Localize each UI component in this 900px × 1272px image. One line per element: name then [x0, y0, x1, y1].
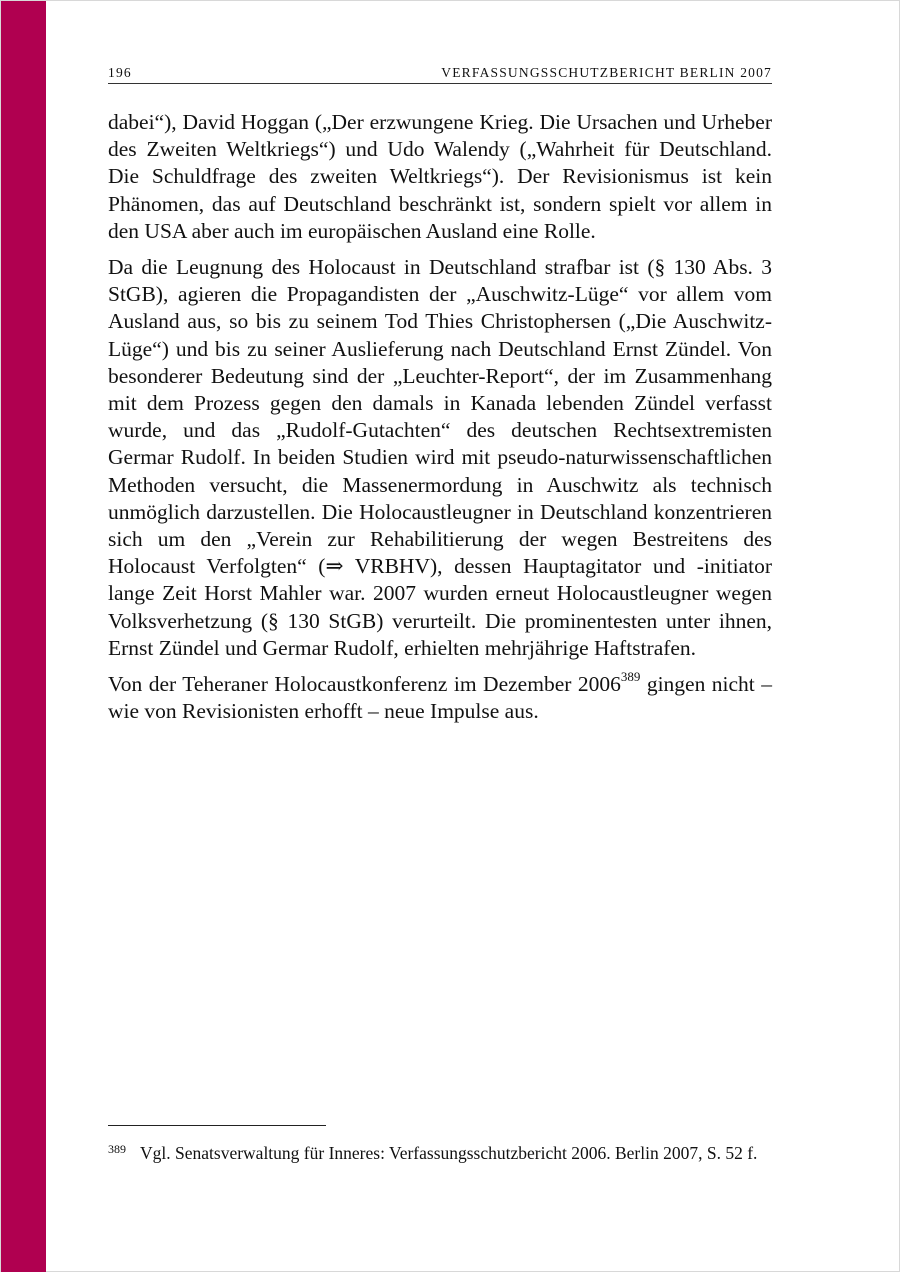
footnote-text: Vgl. Senatsverwaltung für Inneres: Verfassungsschutzbericht 2006. Berlin 2007, S. 52 f.	[140, 1143, 758, 1163]
footnote-separator	[108, 1125, 326, 1126]
footnote-reference: 389	[620, 668, 641, 684]
footnote-number: 389	[108, 1142, 126, 1156]
header-title: VERFASSUNGSSCHUTZBERICHT BERLIN 2007	[441, 65, 772, 80]
paragraph-3	[108, 668, 772, 725]
page-number: 196	[108, 65, 132, 80]
footnote	[108, 1142, 772, 1165]
running-header	[108, 63, 772, 84]
paragraph-1: dabei“), David Hoggan („Der erzwungene Krieg. Die Ursachen und Urheber des Zweiten Weltkriegs“) und Udo Walendy („Wahrheit für Deutschland. Die Schuldfrage des zweiten Weltkriegs“). Der Revisionismus ist kein Phänomen, das auf Deutschland beschränkt ist, sondern spielt vor allem in den USA aber auch im europäischen Ausland eine Rolle.	[108, 110, 772, 243]
paragraph-3-text: Von der Teheraner Holocaustkonferenz im Dezember 2006	[108, 672, 621, 697]
paragraph-3-text-end: gingen nicht – wie von Revisionisten erhofft – neue Impulse aus.	[108, 672, 772, 724]
side-color-bar	[1, 1, 46, 1272]
paragraph-2: Da die Leugnung des Holocaust in Deutschland strafbar ist (§ 130 Abs. 3 StGB), agieren die Propagandisten der „Auschwitz-Lüge“ vor allem vom Ausland aus, so bis zu seinem Tod Thies Christophersen („Die Auschwitz-Lüge“) und bis zu seiner Auslieferung nach Deutschland Ernst Zündel. Von besonderer Bedeutung sind der „Leuchter-Report“, der im Zusammenhang mit dem Prozess gegen den damals in Kanada lebenden Zündel verfasst wurde, und das „Rudolf-Gutachten“ des deutschen Rechtsextremisten Germar Rudolf. In beiden Studien wird mit pseudo-naturwissenschaftlichen Methoden versucht, die Massenermordung in Auschwitz als technisch unmöglich darzustellen. Die Holocaustleugner in Deutschland konzentrieren sich um den „Verein zur Rehabilitierung der wegen Bestreitens des Holocaust Verfolgten“ (⇒ VRBHV), dessen Hauptagitator und -initiator lange Zeit Horst Mahler war. 2007 wurden erneut Holocaustleugner wegen Volksverhetzung (§ 130 StGB) verurteilt. Die prominentesten unter ihnen, Ernst Zündel und Germar Rudolf, erhielten mehrjährige Haftstrafen.	[108, 255, 772, 660]
body-text	[108, 109, 772, 734]
